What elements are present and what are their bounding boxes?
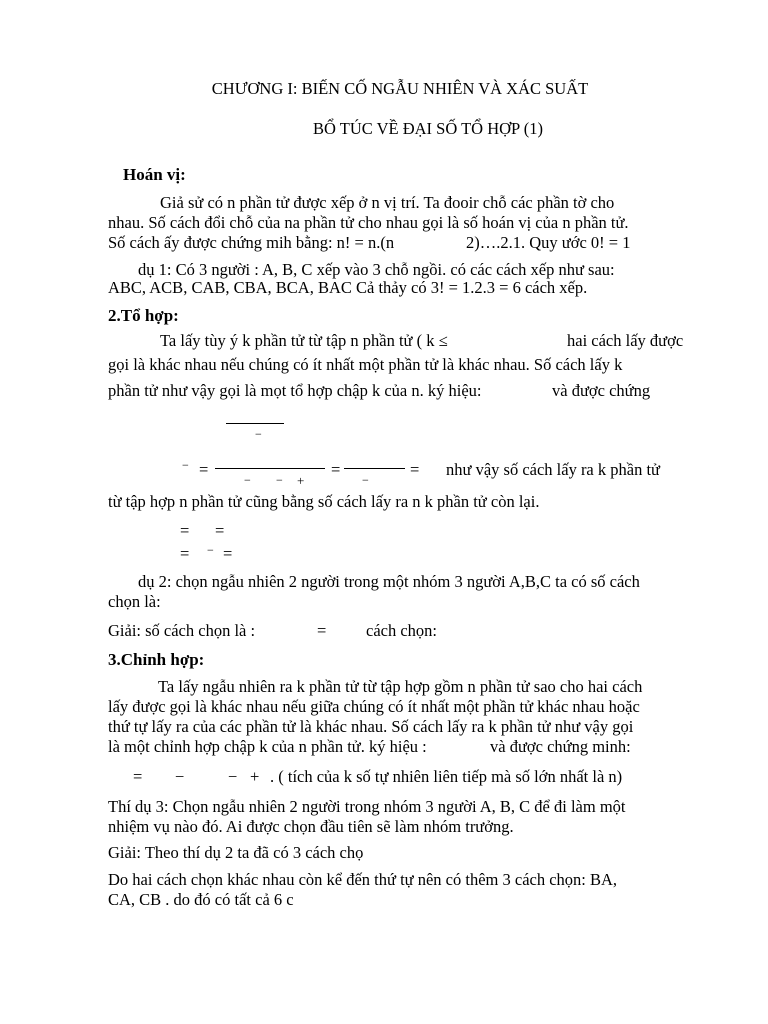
paragraph-line: Số cách ấy được chứng mih bằng: n! = n.(n xyxy=(108,233,395,252)
paragraph-line: nhau. Số cách đổi chỗ của na phần tử cho nhau gọi là số hoán vị của n phần tử. xyxy=(108,213,629,232)
formula-equals: = xyxy=(317,621,327,640)
formula-equals: = xyxy=(133,767,143,786)
formula-equals: = xyxy=(199,460,209,479)
formula-equals: = xyxy=(331,460,341,479)
heading-chinh-hop: 3.Chỉnh hợp: xyxy=(108,650,205,669)
heading-to-hop: 2.Tổ hợp: xyxy=(108,306,179,325)
paragraph-line: như vậy số cách lấy ra k phần tử xyxy=(446,460,660,479)
paragraph-line: CA, CB . do đó có tất cả 6 c xyxy=(108,890,294,909)
formula-equals: = xyxy=(180,521,190,540)
heading-hoan-vi: Hoán vị: xyxy=(123,165,186,184)
fraction-bar xyxy=(344,468,405,469)
formula-minus: − xyxy=(175,767,185,786)
example-line: dụ 1: Có 3 người : A, B, C xếp vào 3 chỗ ngồi. có các cách xếp như sau: xyxy=(138,260,615,279)
formula-plus: + xyxy=(297,473,305,488)
example-line: Thí dụ 3: Chọn ngẫu nhiên 2 người trong nhóm 3 người A, B, C để đi làm một xyxy=(108,797,626,816)
paragraph-line: Ta lấy tùy ý k phần tử từ tập n phần tử ( k ≤ xyxy=(160,331,448,350)
paragraph-line: . ( tích của k số tự nhiên liên tiếp mà số lớn nhất là n) xyxy=(270,767,623,786)
formula-minus: − xyxy=(276,473,283,487)
paragraph-line: là một chỉnh hợp chập k của n phần tử. ký hiệu : xyxy=(108,737,427,756)
formula-minus: − xyxy=(228,767,238,786)
formula-minus: − xyxy=(255,427,262,441)
solution-line: cách chọn: xyxy=(366,621,438,640)
formula-equals: = xyxy=(223,544,233,563)
paragraph-line: và được chứng xyxy=(552,381,651,400)
formula-equals: = xyxy=(410,460,420,479)
chapter-title: CHƯƠNG I: BIẾN CỐ NGẪU NHIÊN VÀ XÁC SUẤT xyxy=(211,79,589,98)
paragraph-line: Do hai cách chọn khác nhau còn kể đến thứ tự nên có thêm 3 cách chọn: BA, xyxy=(108,870,618,889)
formula-equals: = xyxy=(180,544,190,563)
section-subtitle: BỔ TÚC VỀ ĐẠI SỐ TỔ HỢP (1) xyxy=(313,119,543,138)
formula-minus: − xyxy=(362,473,369,487)
formula-equals: = xyxy=(215,521,225,540)
fraction-bar xyxy=(215,468,325,469)
paragraph-line: 2)….2.1. Quy ước 0! = 1 xyxy=(466,233,631,252)
formula-minus: − xyxy=(207,543,214,557)
formula-plus: + xyxy=(250,767,260,786)
solution-line: Giải: Theo thí dụ 2 ta đã có 3 cách chọ xyxy=(108,843,364,862)
paragraph-line: và được chứng minh: xyxy=(490,737,631,756)
example-line: nhiệm vụ nào đó. Ai được chọn đầu tiên sẽ làm nhóm trưởng. xyxy=(108,817,514,836)
paragraph-line: thứ tự lấy ra của các phần tử là khác nhau. Số cách lấy ra k phần tử như vậy gọi xyxy=(108,717,634,736)
paragraph-line: gọi là khác nhau nếu chúng có ít nhất một phần tử là khác nhau. Số cách lấy k xyxy=(108,355,623,374)
example-line: dụ 2: chọn ngẫu nhiên 2 người trong một nhóm 3 người A,B,C ta có số cách xyxy=(138,572,640,591)
paragraph-line: Giả sử có n phần tử được xếp ở n vị trí. Ta đooir chỗ các phần tờ cho xyxy=(160,193,615,212)
paragraph-line: từ tập hợp n phần tử cũng bằng số cách lấy ra n k phần tử còn lại. xyxy=(108,492,540,511)
example-line: chọn là: xyxy=(108,592,161,611)
paragraph-line: hai cách lấy được xyxy=(567,331,684,350)
formula-minus: − xyxy=(182,458,189,472)
example-line: ABC, ACB, CAB, CBA, BCA, BAC Cả thảy có 3! = 1.2.3 = 6 cách xếp. xyxy=(108,278,588,297)
formula-minus: − xyxy=(244,473,251,487)
solution-line: Giải: số cách chọn là : xyxy=(108,621,256,640)
paragraph-line: lấy được gọi là khác nhau nếu giữa chúng có ít nhất một phần tử khác nhau hoặc xyxy=(108,697,640,716)
paragraph-line: Ta lấy ngẫu nhiên ra k phần tử từ tập hợp gồm n phần tử sao cho hai cách xyxy=(158,677,643,696)
paragraph-line: phần tử như vậy gọi là mọt tổ hợp chập k của n. ký hiệu: xyxy=(108,381,482,400)
